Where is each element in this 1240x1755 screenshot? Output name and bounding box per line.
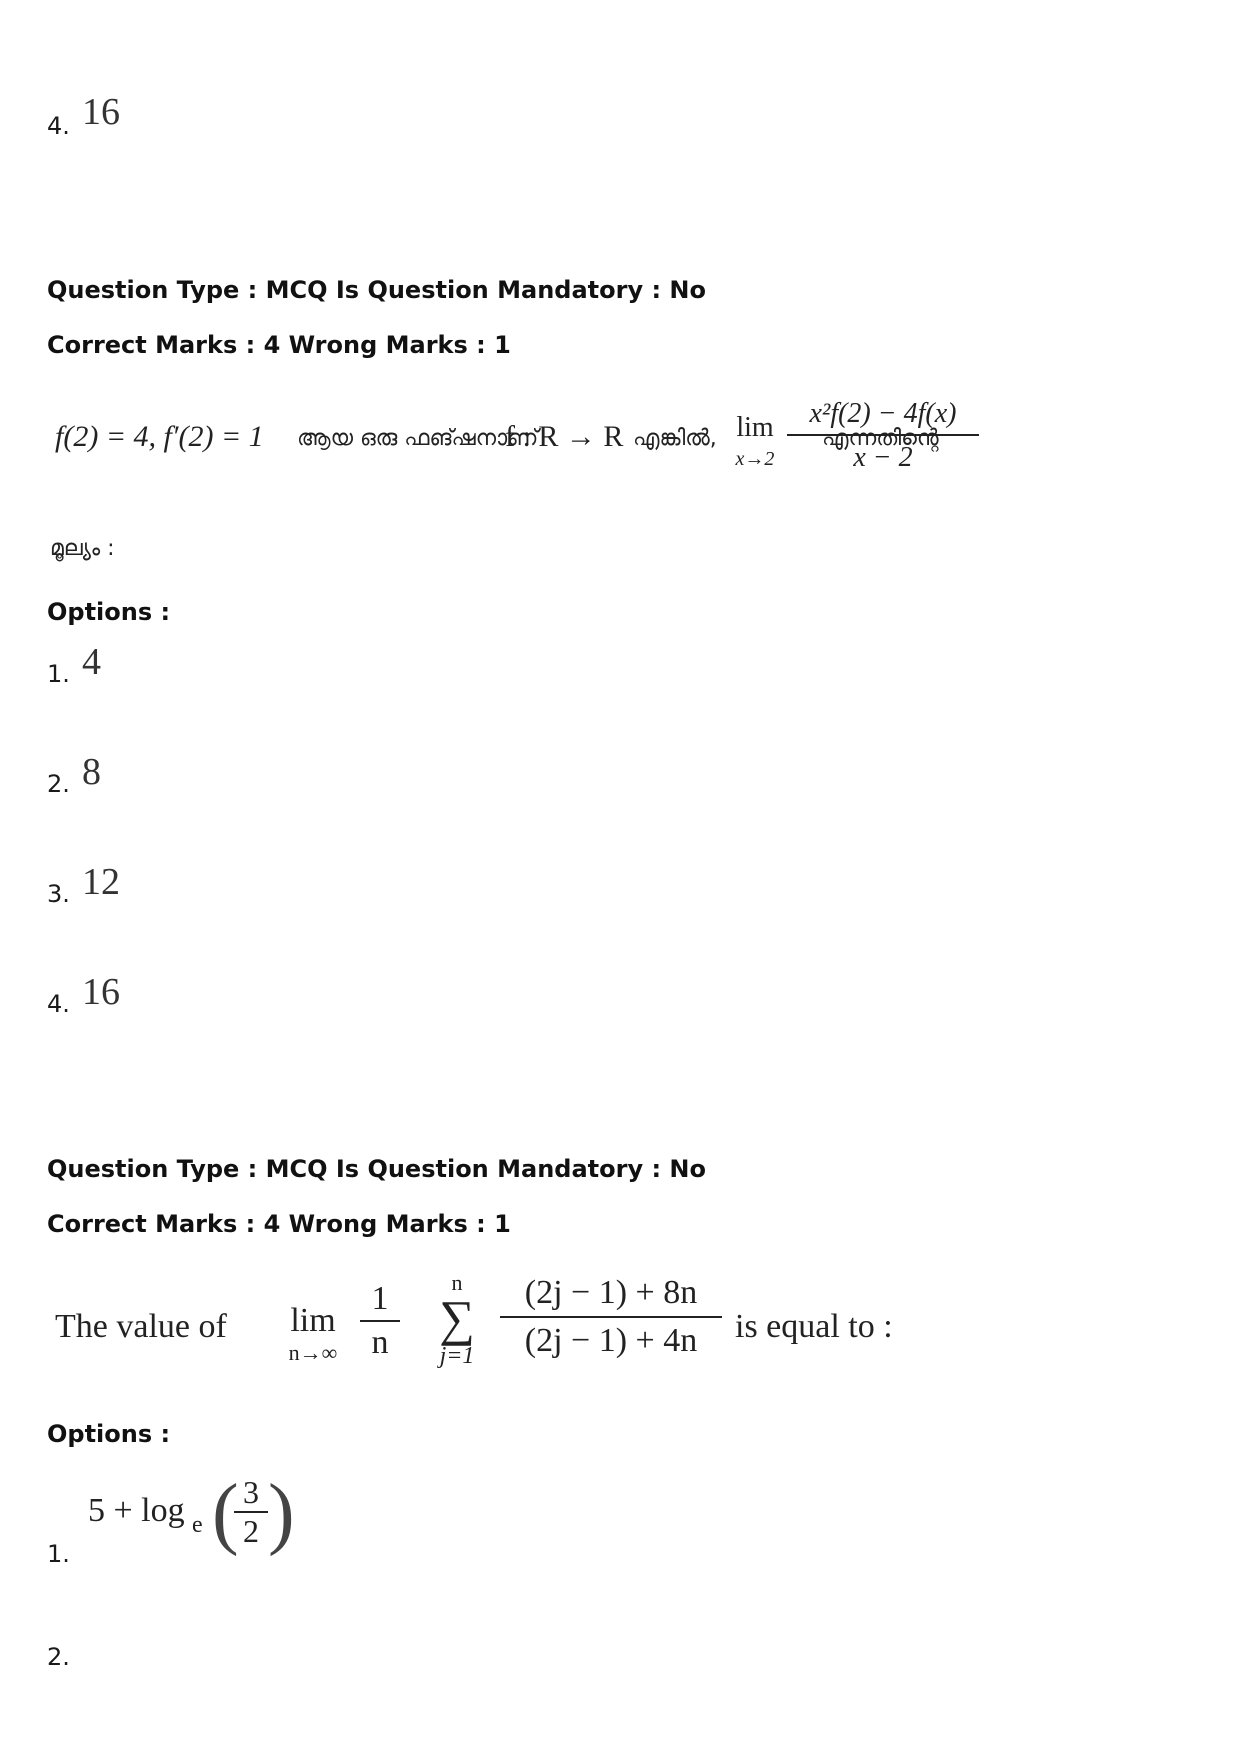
option-number: 1. xyxy=(47,1540,70,1568)
question-stem xyxy=(55,398,955,488)
sigma-icon: ∑ xyxy=(439,1290,475,1346)
left-paren-icon: ( xyxy=(212,1469,239,1557)
options-label: Options : xyxy=(47,598,171,626)
option-number: 2. xyxy=(47,770,70,798)
fraction-numerator: 1 xyxy=(360,1280,400,1322)
fraction-numerator: (2j − 1) + 8n xyxy=(500,1274,722,1318)
option-value: 16 xyxy=(82,91,120,133)
option-value xyxy=(88,1468,328,1558)
malayalam-text: മൂല്യം : xyxy=(50,536,115,561)
stem-suffix: is equal to : xyxy=(735,1308,893,1345)
fraction-denominator: n xyxy=(371,1324,389,1361)
fraction-denominator: x − 2 xyxy=(853,442,913,473)
summation xyxy=(427,1272,487,1370)
question-type-line: Question Type : MCQ Is Question Mandatory : No xyxy=(47,276,706,304)
sigma-upper: n xyxy=(451,1270,463,1295)
log-lead: 5 + log xyxy=(88,1492,185,1529)
fraction-denominator: 2 xyxy=(243,1513,259,1549)
option-value: 16 xyxy=(82,971,120,1013)
option-value: 12 xyxy=(82,861,120,903)
right-paren-icon: ) xyxy=(268,1469,295,1557)
log-fraction xyxy=(234,1474,268,1550)
marks-line: Correct Marks : 4 Wrong Marks : 1 xyxy=(47,1210,511,1238)
stem-prefix: The value of xyxy=(55,1308,227,1345)
option-value: 8 xyxy=(82,751,101,793)
marks-line: Correct Marks : 4 Wrong Marks : 1 xyxy=(47,331,511,359)
fraction-numerator: 3 xyxy=(234,1474,268,1513)
malayalam-text: എന്നതിന്റെ xyxy=(822,426,939,451)
options-label: Options : xyxy=(47,1420,171,1448)
log-base: e xyxy=(192,1512,203,1538)
option-number: 4. xyxy=(47,112,70,140)
lim-text: lim xyxy=(736,412,774,443)
option-number: 4. xyxy=(47,990,70,1018)
sigma-lower: j=1 xyxy=(439,1343,475,1369)
given-values: f(2) = 4, f′(2) = 1 xyxy=(55,420,264,453)
one-over-n xyxy=(360,1280,400,1362)
option-number: 3. xyxy=(47,880,70,908)
lim-text: lim xyxy=(290,1302,336,1339)
option-number: 1. xyxy=(47,660,70,688)
malayalam-text: എങ്കിൽ, xyxy=(633,426,717,451)
lim-subscript: n→∞ xyxy=(288,1340,338,1365)
fraction-denominator: (2j − 1) + 4n xyxy=(524,1322,698,1359)
option-number: 2. xyxy=(47,1643,70,1671)
function-mapping: f : R → R xyxy=(505,420,624,453)
limit-operator xyxy=(725,412,785,471)
malayalam-text: ആയ ഒരു ഫങ്ഷനാണ് xyxy=(297,426,539,451)
question-stem xyxy=(55,1272,935,1387)
option-value: 4 xyxy=(82,641,101,683)
question-type-line: Question Type : MCQ Is Question Mandatory : No xyxy=(47,1155,706,1183)
limit-operator xyxy=(268,1302,358,1366)
fraction-numerator: x²f(2) − 4f(x) xyxy=(787,398,979,436)
sum-fraction xyxy=(500,1274,722,1360)
lim-subscript: x→2 xyxy=(735,448,775,470)
